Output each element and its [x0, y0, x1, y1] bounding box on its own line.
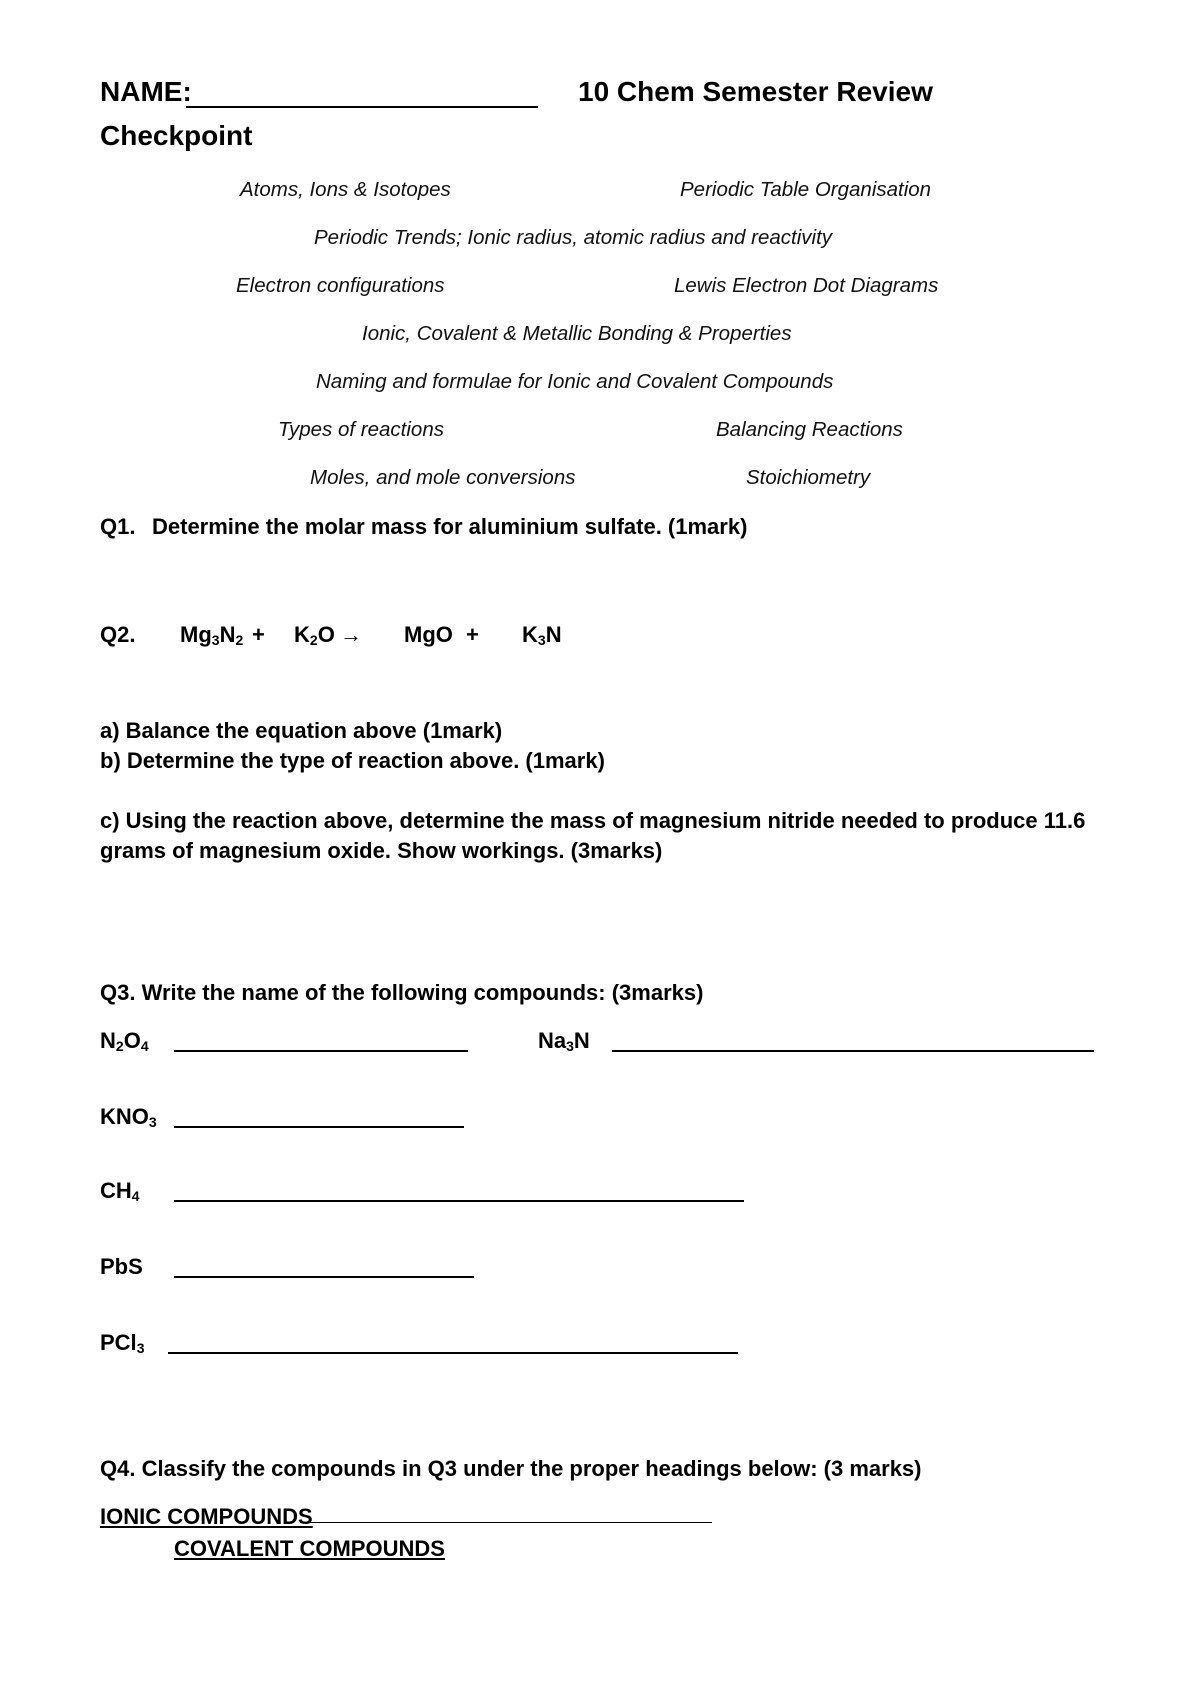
q3-heading: Q3. Write the name of the following compounds: (3marks) — [100, 980, 704, 1005]
page-subtitle: Checkpoint — [100, 120, 253, 151]
answer-line-pbs[interactable] — [174, 1276, 474, 1278]
topic-lewis: Lewis Electron Dot Diagrams — [674, 274, 939, 297]
answer-line-ch4[interactable] — [174, 1200, 744, 1202]
topic-periodic-trends: Periodic Trends; Ionic radius, atomic radius and reactivity — [314, 226, 833, 249]
answer-line-na3n[interactable] — [612, 1050, 1094, 1052]
topic-atoms: Atoms, Ions & Isotopes — [240, 178, 451, 201]
ionic-heading: IONIC COMPOUNDS — [100, 1504, 313, 1529]
covalent-heading: COVALENT COMPOUNDS — [174, 1536, 445, 1561]
q2-part-b: b) Determine the type of reaction above. (1mark) — [100, 748, 605, 773]
compound-kno3: $KNO_3$ — [100, 1104, 157, 1130]
compound-pbs: PbS — [100, 1254, 143, 1279]
name-field[interactable] — [186, 106, 538, 108]
compound-n2o4: $N_2O_4$ — [100, 1028, 149, 1054]
compound-ch4: $CH_4$ — [100, 1178, 140, 1204]
plus-sign: + — [466, 622, 479, 647]
plus-sign: + — [252, 622, 265, 647]
answer-line-kno3[interactable] — [174, 1126, 464, 1128]
q2-part-c-line1: c) Using the reaction above, determine the mass of magnesium nitride needed to produce 11.6 — [100, 808, 1086, 833]
reactant-k2o: $K_2O$ — [294, 622, 335, 648]
q2-part-a: a) Balance the equation above (1mark) — [100, 718, 503, 743]
ionic-heading-underline — [300, 1522, 712, 1523]
q4-heading: Q4. Classify the compounds in Q3 under the proper headings below: (3 marks) — [100, 1456, 922, 1481]
answer-line-pcl3[interactable] — [168, 1352, 738, 1354]
q1-number: Q1. — [100, 514, 136, 539]
topic-bonding: Ionic, Covalent & Metallic Bonding & Properties — [362, 322, 792, 345]
topic-stoichiometry: Stoichiometry — [746, 466, 871, 489]
name-label: NAME: — [100, 76, 192, 107]
topic-electron-config: Electron configurations — [236, 274, 445, 297]
product-k3n: $K_3N$ — [522, 622, 562, 648]
topic-moles: Moles, and mole conversions — [310, 466, 576, 489]
compound-pcl3: PCl$_3$ — [100, 1330, 145, 1356]
topic-naming: Naming and formulae for Ionic and Covalent Compounds — [316, 370, 834, 393]
reaction-arrow: → — [340, 622, 362, 647]
page-title: 10 Chem Semester Review — [578, 76, 933, 107]
topic-balancing: Balancing Reactions — [716, 418, 903, 441]
product-mgo: MgO — [404, 622, 453, 647]
q2-part-c-line2: grams of magnesium oxide. Show workings. (3marks) — [100, 838, 663, 863]
topic-reaction-types: Types of reactions — [278, 418, 444, 441]
reactant-mg3n2: $Mg_3N_2$ — [180, 622, 244, 648]
q1-text: Determine the molar mass for aluminium sulfate. (1mark) — [152, 514, 748, 539]
topic-periodic-table: Periodic Table Organisation — [680, 178, 932, 201]
answer-line-n2o4[interactable] — [174, 1050, 468, 1052]
q2-number: Q2. — [100, 622, 136, 647]
compound-na3n: $Na_3N$ — [538, 1028, 590, 1054]
